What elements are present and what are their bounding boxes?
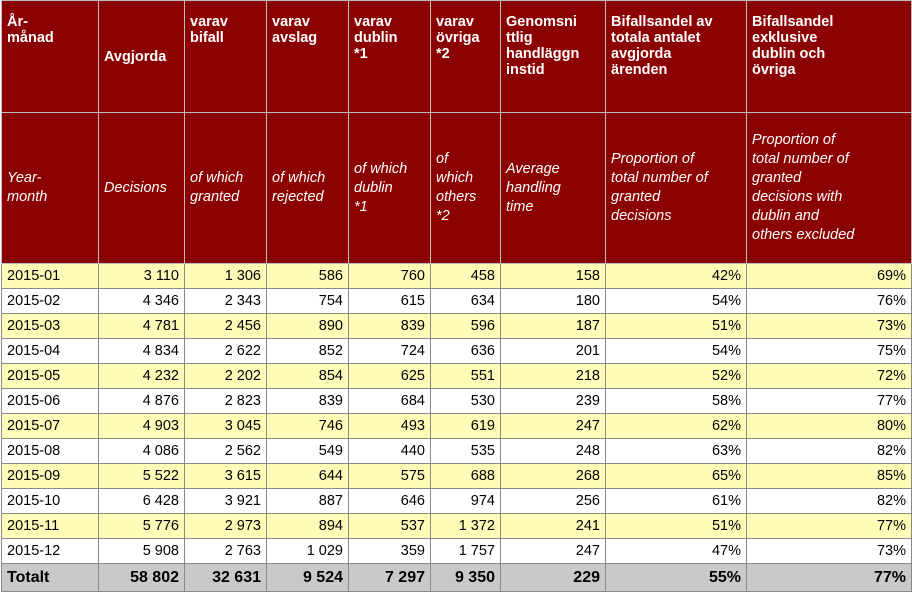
grant-rate-excl-cell: 73%	[747, 314, 912, 339]
granted-cell: 2 823	[185, 389, 267, 414]
grant-rate-excl-cell: 85%	[747, 464, 912, 489]
rejected-cell: 839	[267, 389, 349, 414]
dublin-cell: 646	[349, 489, 431, 514]
others-cell: 1 372	[431, 514, 501, 539]
decisions-cell: 4 781	[99, 314, 185, 339]
grant-rate-excl-cell: 72%	[747, 364, 912, 389]
table-row	[2, 264, 912, 289]
header-grant-rate-excl-en: Proportion of total number of granted decisions with dublin and others excluded	[747, 113, 912, 264]
header-handling-time-sv: Genomsni ttlig handläggn instid	[501, 1, 606, 113]
total-grant-rate: 55%	[606, 564, 747, 592]
header-row-swedish	[2, 1, 912, 113]
dublin-cell: 760	[349, 264, 431, 289]
year-month-cell: 2015-09	[2, 464, 99, 489]
handling-time-cell: 248	[501, 439, 606, 464]
grant-rate-cell: 65%	[606, 464, 747, 489]
handling-time-cell: 187	[501, 314, 606, 339]
granted-cell: 2 622	[185, 339, 267, 364]
header-granted-en: of which granted	[185, 113, 267, 264]
header-rejected-en: of which rejected	[267, 113, 349, 264]
decisions-cell: 4 346	[99, 289, 185, 314]
rejected-cell: 854	[267, 364, 349, 389]
total-rejected: 9 524	[267, 564, 349, 592]
header-grant-rate-excl-sv: Bifallsandel exklusive dublin och övriga	[747, 1, 912, 113]
rejected-cell: 890	[267, 314, 349, 339]
dublin-cell: 493	[349, 414, 431, 439]
total-label: Totalt	[2, 564, 99, 592]
granted-cell: 2 973	[185, 514, 267, 539]
rejected-cell: 754	[267, 289, 349, 314]
others-cell: 530	[431, 389, 501, 414]
table-row	[2, 289, 912, 314]
others-cell: 551	[431, 364, 501, 389]
others-cell: 596	[431, 314, 501, 339]
total-granted: 32 631	[185, 564, 267, 592]
decisions-cell: 5 776	[99, 514, 185, 539]
decisions-cell: 4 834	[99, 339, 185, 364]
handling-time-cell: 201	[501, 339, 606, 364]
dublin-cell: 359	[349, 539, 431, 564]
rejected-cell: 894	[267, 514, 349, 539]
handling-time-cell: 268	[501, 464, 606, 489]
table-row	[2, 514, 912, 539]
header-year-month-en: Year- month	[2, 113, 99, 264]
rejected-cell: 852	[267, 339, 349, 364]
year-month-cell: 2015-06	[2, 389, 99, 414]
others-cell: 1 757	[431, 539, 501, 564]
rejected-cell: 644	[267, 464, 349, 489]
handling-time-cell: 180	[501, 289, 606, 314]
year-month-cell: 2015-01	[2, 264, 99, 289]
header-decisions-sv: Avgjorda	[99, 1, 185, 113]
others-cell: 688	[431, 464, 501, 489]
granted-cell: 3 615	[185, 464, 267, 489]
total-decisions: 58 802	[99, 564, 185, 592]
table-row	[2, 539, 912, 564]
rejected-cell: 746	[267, 414, 349, 439]
decisions-cell: 4 903	[99, 414, 185, 439]
header-dublin-sv: varav dublin *1	[349, 1, 431, 113]
grant-rate-excl-cell: 75%	[747, 339, 912, 364]
table-row	[2, 389, 912, 414]
total-handling-time: 229	[501, 564, 606, 592]
table-body	[2, 264, 912, 564]
grant-rate-cell: 42%	[606, 264, 747, 289]
table-row	[2, 489, 912, 514]
grant-rate-excl-cell: 82%	[747, 489, 912, 514]
table-row	[2, 364, 912, 389]
grant-rate-cell: 52%	[606, 364, 747, 389]
grant-rate-excl-cell: 73%	[747, 539, 912, 564]
year-month-cell: 2015-05	[2, 364, 99, 389]
handling-time-cell: 256	[501, 489, 606, 514]
dublin-cell: 839	[349, 314, 431, 339]
table-row	[2, 414, 912, 439]
others-cell: 619	[431, 414, 501, 439]
header-row-english	[2, 113, 912, 264]
grant-rate-excl-cell: 82%	[747, 439, 912, 464]
year-month-cell: 2015-10	[2, 489, 99, 514]
dublin-cell: 625	[349, 364, 431, 389]
handling-time-cell: 241	[501, 514, 606, 539]
grant-rate-excl-cell: 77%	[747, 389, 912, 414]
dublin-cell: 615	[349, 289, 431, 314]
decisions-cell: 6 428	[99, 489, 185, 514]
year-month-cell: 2015-03	[2, 314, 99, 339]
header-year-month-sv: År- månad	[2, 1, 99, 113]
granted-cell: 1 306	[185, 264, 267, 289]
grant-rate-cell: 54%	[606, 339, 747, 364]
grant-rate-cell: 58%	[606, 389, 747, 414]
decisions-cell: 4 232	[99, 364, 185, 389]
grant-rate-cell: 51%	[606, 514, 747, 539]
header-decisions-en: Decisions	[99, 113, 185, 264]
grant-rate-cell: 51%	[606, 314, 747, 339]
year-month-cell: 2015-07	[2, 414, 99, 439]
dublin-cell: 724	[349, 339, 431, 364]
dublin-cell: 537	[349, 514, 431, 539]
granted-cell: 2 456	[185, 314, 267, 339]
grant-rate-excl-cell: 76%	[747, 289, 912, 314]
year-month-cell: 2015-04	[2, 339, 99, 364]
header-dublin-en: of which dublin *1	[349, 113, 431, 264]
handling-time-cell: 247	[501, 414, 606, 439]
grant-rate-cell: 61%	[606, 489, 747, 514]
grant-rate-cell: 63%	[606, 439, 747, 464]
total-others: 9 350	[431, 564, 501, 592]
grant-rate-cell: 54%	[606, 289, 747, 314]
granted-cell: 2 763	[185, 539, 267, 564]
total-dublin: 7 297	[349, 564, 431, 592]
decisions-cell: 5 908	[99, 539, 185, 564]
grant-rate-excl-cell: 77%	[747, 514, 912, 539]
header-others-sv: varav övriga *2	[431, 1, 501, 113]
dublin-cell: 684	[349, 389, 431, 414]
others-cell: 634	[431, 289, 501, 314]
others-cell: 535	[431, 439, 501, 464]
granted-cell: 2 343	[185, 289, 267, 314]
rejected-cell: 887	[267, 489, 349, 514]
header-granted-sv: varav bifall	[185, 1, 267, 113]
grant-rate-cell: 47%	[606, 539, 747, 564]
grant-rate-excl-cell: 80%	[747, 414, 912, 439]
granted-cell: 2 562	[185, 439, 267, 464]
granted-cell: 3 045	[185, 414, 267, 439]
handling-time-cell: 239	[501, 389, 606, 414]
year-month-cell: 2015-11	[2, 514, 99, 539]
decisions-cell: 4 876	[99, 389, 185, 414]
grant-rate-excl-cell: 69%	[747, 264, 912, 289]
statistics-table	[1, 0, 912, 592]
others-cell: 458	[431, 264, 501, 289]
rejected-cell: 549	[267, 439, 349, 464]
header-handling-time-en: Average handling time	[501, 113, 606, 264]
granted-cell: 2 202	[185, 364, 267, 389]
total-grant-rate-excl: 77%	[747, 564, 912, 592]
year-month-cell: 2015-02	[2, 289, 99, 314]
table-row	[2, 339, 912, 364]
dublin-cell: 440	[349, 439, 431, 464]
year-month-cell: 2015-08	[2, 439, 99, 464]
year-month-cell: 2015-12	[2, 539, 99, 564]
grant-rate-cell: 62%	[606, 414, 747, 439]
others-cell: 636	[431, 339, 501, 364]
dublin-cell: 575	[349, 464, 431, 489]
table-row	[2, 464, 912, 489]
table-row	[2, 439, 912, 464]
table-row	[2, 314, 912, 339]
rejected-cell: 1 029	[267, 539, 349, 564]
handling-time-cell: 218	[501, 364, 606, 389]
decisions-cell: 4 086	[99, 439, 185, 464]
decisions-cell: 3 110	[99, 264, 185, 289]
header-rejected-sv: varav avslag	[267, 1, 349, 113]
total-row	[2, 564, 912, 592]
header-grant-rate-sv: Bifallsandel av totala antalet avgjorda ärenden	[606, 1, 747, 113]
handling-time-cell: 158	[501, 264, 606, 289]
granted-cell: 3 921	[185, 489, 267, 514]
rejected-cell: 586	[267, 264, 349, 289]
handling-time-cell: 247	[501, 539, 606, 564]
decisions-cell: 5 522	[99, 464, 185, 489]
header-others-en: of which others *2	[431, 113, 501, 264]
header-grant-rate-en: Proportion of total number of granted decisions	[606, 113, 747, 264]
others-cell: 974	[431, 489, 501, 514]
